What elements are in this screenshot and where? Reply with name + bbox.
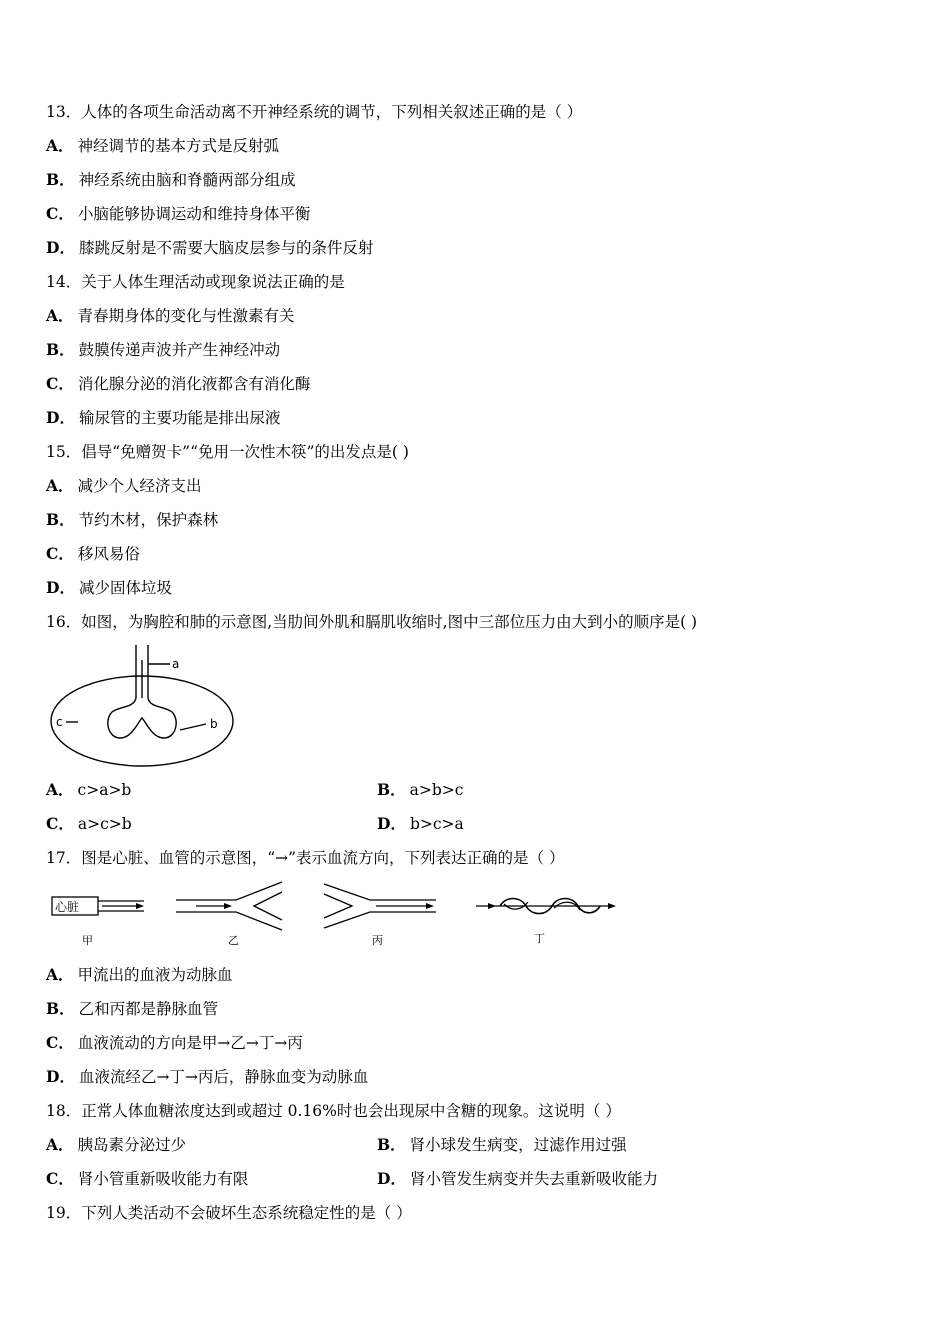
q17-option-d[interactable] (46, 1067, 368, 1087)
option-label: A． (46, 476, 74, 495)
q18-option-d[interactable] (377, 1169, 658, 1189)
option-label: D． (46, 238, 75, 257)
option-label: B． (377, 1135, 406, 1154)
q14-option-c[interactable] (46, 374, 310, 394)
leader-line-b (180, 724, 206, 730)
option-text: 节约木材，保护森林 (78, 511, 219, 529)
q16-option-b[interactable] (377, 780, 463, 800)
caption-jia: 甲 (82, 934, 93, 947)
option-label: B． (46, 340, 75, 359)
q13-option-a[interactable] (46, 136, 279, 156)
option-text: 移风易俗 (77, 545, 140, 563)
option-label: C． (46, 544, 74, 563)
option-text: a>c>b (77, 815, 132, 833)
heart-vessel-diagram (46, 876, 626, 950)
q15-option-d[interactable] (46, 578, 172, 598)
option-label: A． (46, 1135, 74, 1154)
option-text: 肾小管重新吸收能力有限 (77, 1170, 249, 1188)
option-label: C． (46, 204, 74, 223)
q15-stem: 15．倡导“免赠贺卡”“免用一次性木筷”的出发点是( ) (46, 443, 409, 461)
q13-stem: 13．人体的各项生命活动离不开神经系统的调节，下列相关叙述正确的是（ ） (46, 103, 583, 121)
option-label: B． (46, 999, 75, 1018)
option-label: A． (46, 306, 74, 325)
option-label: B． (46, 510, 75, 529)
q17-option-a[interactable] (46, 965, 233, 985)
q16-stem: 16．如图，为胸腔和肺的示意图,当肋间外肌和膈肌收缩时,图中三部位压力由大到小的顺序是( ) (46, 613, 698, 631)
option-label: D． (377, 814, 406, 833)
option-label: D． (377, 1169, 406, 1188)
q15-option-a[interactable] (46, 476, 202, 496)
arrowhead-ding-in (488, 903, 496, 909)
q14-option-b[interactable] (46, 340, 280, 360)
q14-stem: 14．关于人体生理活动或现象说法正确的是 (46, 273, 345, 291)
q14-option-a[interactable] (46, 306, 295, 326)
option-text: 小脑能够协调运动和维持身体平衡 (77, 205, 311, 223)
option-label: D． (46, 578, 75, 597)
q17-option-b[interactable] (46, 999, 218, 1019)
q18-option-b[interactable] (377, 1135, 627, 1155)
option-label: C． (46, 1169, 74, 1188)
caption-yi: 乙 (228, 934, 239, 947)
option-label: A． (46, 136, 74, 155)
option-label: C． (46, 374, 74, 393)
option-text: 甲流出的血液为动脉血 (77, 966, 233, 984)
option-text: 肾小球发生病变，过滤作用过强 (409, 1136, 627, 1154)
option-text: 消化腺分泌的消化液都含有消化酶 (77, 375, 311, 393)
option-label: B． (46, 170, 75, 189)
q15-option-b[interactable] (46, 510, 218, 530)
q15-option-c[interactable] (46, 544, 140, 564)
q18-option-c[interactable] (46, 1169, 248, 1189)
option-text: 乙和丙都是静脉血管 (78, 1000, 219, 1018)
option-text: 输尿管的主要功能是排出尿液 (78, 409, 281, 427)
option-text: c>a>b (77, 781, 132, 799)
q17-option-c[interactable] (46, 1033, 303, 1053)
option-label: B． (377, 780, 406, 799)
q16-option-a[interactable] (46, 780, 131, 800)
arrowhead-bing (426, 903, 434, 909)
label-c: c (56, 715, 63, 729)
q13-option-c[interactable] (46, 204, 310, 224)
thorax-lung-diagram (46, 640, 246, 770)
arrowhead-jia (136, 903, 144, 909)
option-label: A． (46, 780, 74, 799)
option-text: 肾小管发生病变并失去重新吸收能力 (409, 1170, 658, 1188)
option-text: b>c>a (409, 815, 464, 833)
option-text: 减少固体垃圾 (78, 579, 172, 597)
q13-option-d[interactable] (46, 238, 373, 258)
option-text: 减少个人经济支出 (77, 477, 202, 495)
option-text: 血液流动的方向是甲→乙→丁→丙 (77, 1034, 303, 1052)
caption-bing: 丙 (372, 934, 383, 947)
option-text: 鼓膜传递声波并产生神经冲动 (78, 341, 281, 359)
label-b: b (210, 717, 218, 731)
q16-option-c[interactable] (46, 814, 132, 834)
label-a: a (172, 657, 180, 671)
arrowhead-yi (224, 903, 232, 909)
heart-label: 心脏 (55, 900, 80, 914)
q18-option-a[interactable] (46, 1135, 186, 1155)
option-label: C． (46, 1033, 74, 1052)
option-text: 膝跳反射是不需要大脑皮层参与的条件反射 (78, 239, 374, 257)
q18-stem: 18．正常人体血糖浓度达到或超过 0.16%时也会出现尿中含糖的现象。这说明（ ） (46, 1102, 621, 1120)
arrowhead-ding-out (608, 903, 616, 909)
option-label: C． (46, 814, 74, 833)
q19-stem: 19．下列人类活动不会破坏生态系统稳定性的是（ ） (46, 1204, 412, 1222)
option-label: D． (46, 1067, 75, 1086)
option-label: A． (46, 965, 74, 984)
option-text: 胰岛素分泌过少 (77, 1136, 187, 1154)
q14-option-d[interactable] (46, 408, 280, 428)
option-text: 血液流经乙→丁→丙后，静脉血变为动脉血 (78, 1068, 369, 1086)
option-text: a>b>c (409, 781, 464, 799)
q17-stem: 17．图是心脏、血管的示意图，“→”表示血流方向，下列表达正确的是（ ） (46, 849, 565, 867)
option-text: 神经调节的基本方式是反射弧 (77, 137, 280, 155)
option-text: 青春期身体的变化与性激素有关 (77, 307, 295, 325)
q13-option-b[interactable] (46, 170, 296, 190)
caption-ding: 丁 (534, 932, 545, 945)
option-label: D． (46, 408, 75, 427)
q16-option-d[interactable] (377, 814, 464, 834)
option-text: 神经系统由脑和脊髓两部分组成 (78, 171, 296, 189)
